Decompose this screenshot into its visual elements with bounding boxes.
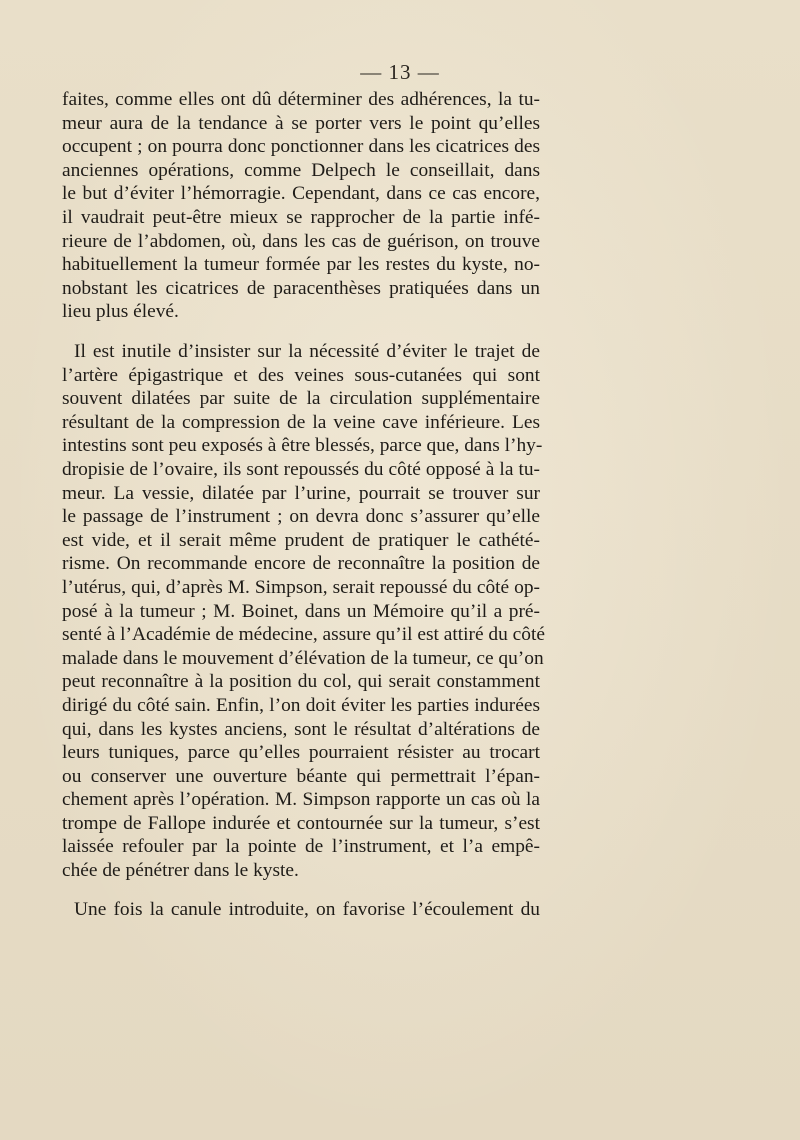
text-line: peut reconnaître à la position du col, qui serait constamment	[62, 671, 540, 693]
text-line: Il est inutile d’insister sur la nécessité d’éviter le trajet de	[74, 341, 540, 362]
text-line: ou conserver une ouverture béante qui permettrait l’épan-	[62, 765, 540, 787]
text-line: laissée refouler par la pointe de l’instrument, et l’a empê-	[62, 836, 540, 858]
text-line: le but d’éviter l’hémorragie. Cependant, dans ce cas encore,	[62, 183, 540, 205]
text-line: le passage de l’instrument ; on devra donc s’assurer qu’elle	[62, 506, 540, 528]
text-line: posé à la tumeur ; M. Boinet, dans un Mémoire qu’il a pré-	[62, 600, 540, 622]
text-line: qui, dans les kystes anciens, sont le résultat d’altérations de	[62, 718, 540, 740]
text-line: risme. On recommande encore de reconnaître la position de	[62, 553, 540, 575]
text-line: est vide, et il serait même prudent de pratiquer le cathété-	[62, 529, 540, 551]
text-line: résultant de la compression de la veine cave inférieure. Les	[62, 411, 540, 433]
text-line: habituellement la tumeur formée par les restes du kyste, no-	[62, 254, 540, 276]
text-line: senté à l’Académie de médecine, assure qu’il est attiré du côté	[62, 624, 545, 646]
text-line: dirigé du côté sain. Enfin, l’on doit éviter les parties indurées	[62, 694, 540, 716]
paragraph-1	[62, 88, 540, 324]
text-line: rieure de l’abdomen, où, dans les cas de guérison, on trouve	[62, 230, 540, 252]
text-line: l’artère épigastrique et des veines sous-cutanées qui sont	[62, 364, 540, 386]
text-line: meur. La vessie, dilatée par l’urine, pourrait se trouver sur	[62, 482, 540, 504]
page-number: — 13 —	[360, 60, 440, 84]
text-line: il vaudrait peut-être mieux se rapprocher de la partie infé-	[62, 206, 540, 228]
text-line: nobstant les cicatrices de paracenthèses pratiquées dans un	[62, 277, 540, 299]
paragraph-3	[62, 898, 540, 922]
text-line: trompe de Fallope indurée et contournée sur la tumeur, s’est	[62, 812, 540, 834]
text-line: intestins sont peu exposés à être blessés, parce que, dans l’hy-	[62, 435, 543, 457]
text-line: malade dans le mouvement d’élévation de la tumeur, ce qu’on	[62, 647, 544, 669]
text-line: l’utérus, qui, d’après M. Simpson, serait repoussé du côté op-	[62, 576, 540, 598]
text-line: leurs tuniques, parce qu’elles pourraient résister au trocart	[62, 742, 540, 764]
text-line: dropisie de l’ovaire, ils sont repoussés du côté opposé à la tu-	[62, 458, 540, 480]
text-line: chement après l’opération. M. Simpson rapporte un cas où la	[62, 789, 540, 811]
text-line: meur aura de la tendance à se porter vers le point qu’elles	[62, 112, 540, 134]
text-line: anciennes opérations, comme Delpech le conseillait, dans	[62, 159, 540, 181]
text-line: lieu plus élevé.	[62, 301, 179, 323]
text-line: Une fois la canule introduite, on favorise l’écoulement du	[74, 899, 540, 920]
text-line: souvent dilatées par suite de la circulation supplémentaire	[62, 388, 540, 410]
text-line: faites, comme elles ont dû déterminer des adhérences, la tu-	[62, 89, 540, 110]
paragraph-2	[62, 340, 545, 883]
text-line: occupent ; on pourra donc ponctionner dans les cicatrices des	[62, 136, 540, 158]
text-line: chée de pénétrer dans le kyste.	[62, 860, 299, 882]
